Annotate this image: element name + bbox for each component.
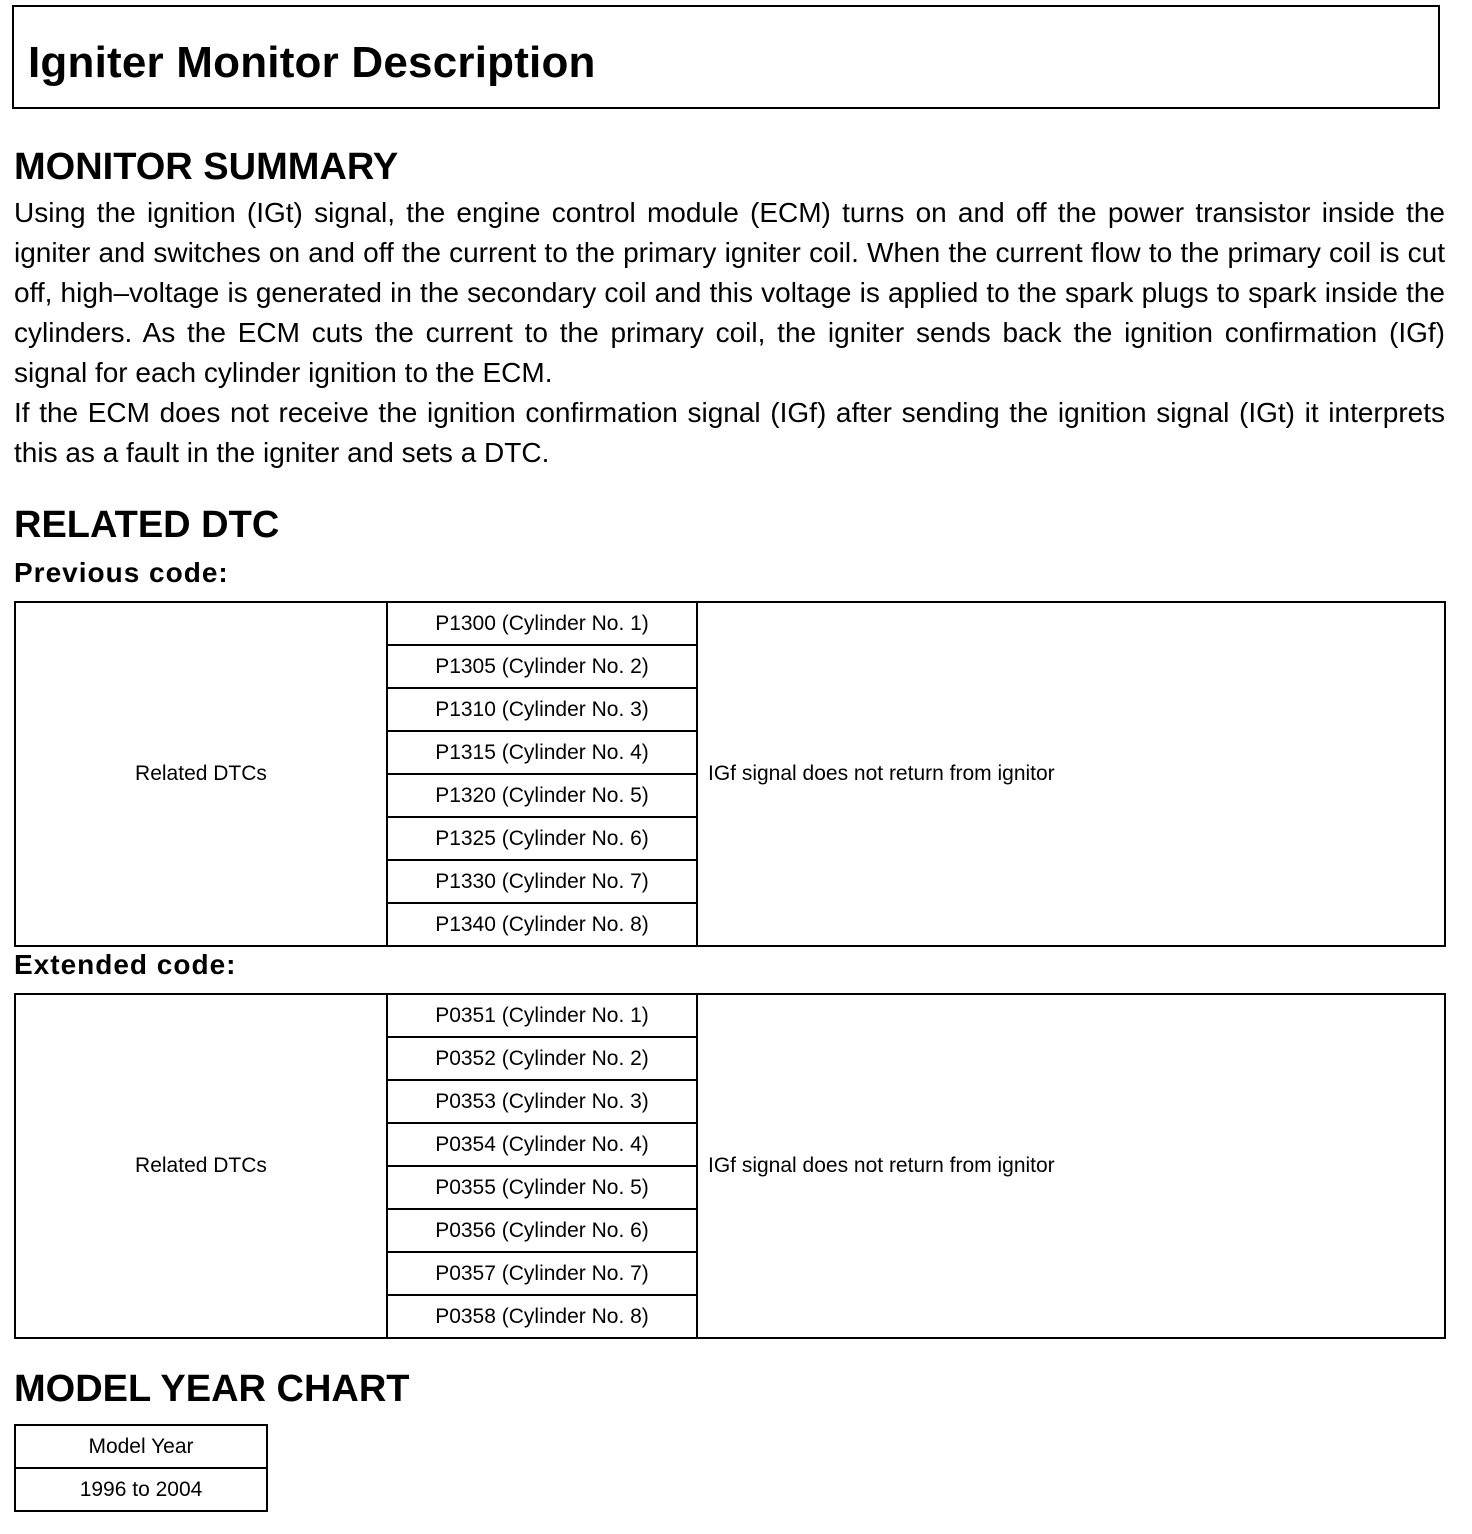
- dtc-code-cell: P1320 (Cylinder No. 5): [387, 774, 697, 817]
- dtc-code-cell: P1310 (Cylinder No. 3): [387, 688, 697, 731]
- dtc-code-cell: P0355 (Cylinder No. 5): [387, 1166, 697, 1209]
- table-row: [15, 1468, 267, 1511]
- summary-paragraph-1: Using the ignition (IGt) signal, the engine control module (ECM) turns on and off the power transistor inside the igniter and switches on and off the current to the primary igniter coil. When the current flow to the primary coil is cut off, high–voltage is generated in the secondary coil and this voltage is applied to the spark plugs to spark inside the cylinders. As the ECM cuts the current to the primary coil, the igniter sends back the ignition confirmation (IGf) signal for each cylinder ignition to the ECM.: [14, 197, 1445, 388]
- previous-code-label: Previous code:: [14, 557, 229, 588]
- dtc-code-cell: P1315 (Cylinder No. 4): [387, 731, 697, 774]
- dtc-code-cell: P0351 (Cylinder No. 1): [387, 994, 697, 1037]
- dtc-code-cell: P1300 (Cylinder No. 1): [387, 602, 697, 645]
- extended-code-table: [14, 993, 1446, 1339]
- related-dtcs-label: Related DTCs: [15, 602, 387, 946]
- table-row: [15, 602, 1445, 645]
- dtc-code-cell: P1305 (Cylinder No. 2): [387, 645, 697, 688]
- dtc-code-cell: P0358 (Cylinder No. 8): [387, 1295, 697, 1338]
- related-dtcs-label: Related DTCs: [15, 994, 387, 1338]
- model-year-header: Model Year: [15, 1425, 267, 1468]
- dtc-code-cell: P1325 (Cylinder No. 6): [387, 817, 697, 860]
- dtc-code-cell: P0357 (Cylinder No. 7): [387, 1252, 697, 1295]
- monitor-summary-heading: MONITOR SUMMARY: [14, 146, 399, 188]
- dtc-code-cell: P1330 (Cylinder No. 7): [387, 860, 697, 903]
- previous-code-table: [14, 601, 1446, 947]
- dtc-code-cell: P0356 (Cylinder No. 6): [387, 1209, 697, 1252]
- dtc-code-cell: P0352 (Cylinder No. 2): [387, 1037, 697, 1080]
- model-year-value: 1996 to 2004: [15, 1468, 267, 1511]
- extended-code-label: Extended code:: [14, 949, 237, 980]
- table-row: [15, 1425, 267, 1468]
- dtc-description: IGf signal does not return from ignitor: [697, 994, 1445, 1338]
- monitor-summary-text: [14, 193, 1445, 473]
- table-row: [15, 994, 1445, 1037]
- title-box: [12, 5, 1440, 109]
- dtc-description: IGf signal does not return from ignitor: [697, 602, 1445, 946]
- model-year-chart-heading: MODEL YEAR CHART: [14, 1368, 410, 1410]
- page-title: Igniter Monitor Description: [28, 38, 596, 87]
- dtc-code-cell: P0353 (Cylinder No. 3): [387, 1080, 697, 1123]
- dtc-code-cell: P0354 (Cylinder No. 4): [387, 1123, 697, 1166]
- summary-paragraph-2: If the ECM does not receive the ignition confirmation signal (IGf) after sending the ignition signal (IGt) it interprets this as a fault in the igniter and sets a DTC.: [14, 397, 1445, 468]
- related-dtc-heading: RELATED DTC: [14, 504, 280, 546]
- dtc-code-cell: P1340 (Cylinder No. 8): [387, 903, 697, 946]
- model-year-table: [14, 1424, 268, 1512]
